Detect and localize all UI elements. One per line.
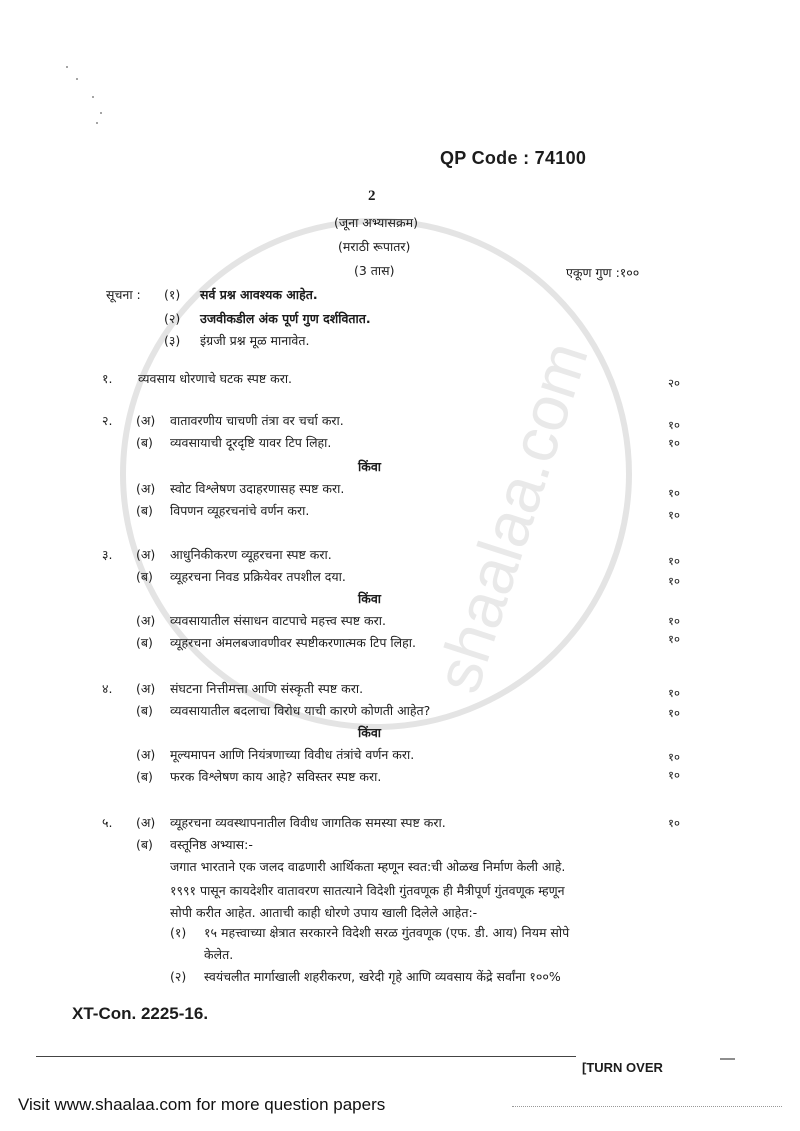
question-text: आधुनिकीकरण व्यूहरचना स्पष्ट करा. — [170, 547, 332, 562]
subquestion-label: (अ) — [136, 681, 156, 696]
marks: १० — [668, 418, 680, 432]
marks: १० — [668, 614, 680, 628]
instructions-label: सूचना : — [106, 287, 141, 302]
duration: (3 तास) — [354, 263, 395, 278]
marks: १० — [668, 486, 680, 500]
question-text: व्यूहरचना व्यवस्थापनातील विवीध जागतिक समस्या स्पष्ट करा. — [170, 815, 446, 830]
instruction-text: उजवीकडील अंक पूर्ण गुण दर्शवितात. — [200, 311, 371, 326]
subquestion-label: (ब) — [136, 837, 153, 852]
instruction-num: (१) — [164, 287, 181, 302]
point-number: (२) — [170, 969, 187, 984]
old-syllabus: (जूना अभ्यासक्रम) — [334, 215, 418, 230]
subquestion-label: (ब) — [136, 435, 153, 450]
question-text: विपणन व्यूहरचनांचे वर्णन करा. — [170, 503, 310, 518]
marathi-version: (मराठी रूपातर) — [338, 239, 411, 254]
point-text: स्वयंचलीत मार्गाखाली शहरीकरण, खरेदी गृहे आणि व्यवसाय केंद्रे सर्वांना १००% — [204, 969, 561, 984]
question-text: संघटना नित्तीमत्ता आणि संस्कृती स्पष्ट करा. — [170, 681, 364, 696]
footer-rule — [36, 1056, 576, 1057]
watermark-text: shaalaa.com — [421, 333, 602, 701]
question-number: ५. — [102, 815, 113, 830]
or-separator: किंवा — [358, 459, 382, 474]
turn-over: [TURN OVER — [582, 1060, 663, 1075]
subquestion-label: (ब) — [136, 569, 153, 584]
qp-code: QP Code : 74100 — [440, 148, 587, 168]
question-text: व्यवसायातील संसाधन वाटपाचे महत्त्व स्पष्ट करा. — [170, 613, 386, 628]
case-study-line: १९९१ पासून कायदेशीर वातावरण सातत्याने विदेशी गुंतवणूक ही मैत्रीपूर्ण गुंतवणूक म्हणून — [170, 883, 565, 898]
subquestion-label: (अ) — [136, 547, 156, 562]
subquestion-label: (अ) — [136, 481, 156, 496]
subquestion-label: (अ) — [136, 815, 156, 830]
marks: १० — [668, 768, 680, 782]
question-number: ४. — [102, 681, 113, 696]
point-text: केलेत. — [204, 947, 234, 962]
question-text: वस्तूनिष्ठ अभ्यास:- — [170, 837, 253, 852]
question-number: १. — [102, 371, 113, 386]
subquestion-label: (ब) — [136, 769, 153, 784]
question-text: व्यवसाय धोरणाचे घटक स्पष्ट करा. — [138, 371, 293, 386]
case-study-line: जगात भारताने एक जलद वाढणारी आर्थिकता म्हणून स्वत:ची ओळख निर्माण केली आहे. — [170, 859, 566, 874]
question-number: २. — [102, 413, 113, 428]
point-text: १५ महत्त्वाच्या क्षेत्रात सरकारने विदेशी सरळ गुंतवणूक (एफ. डी. आय) नियम सोपे — [204, 925, 570, 940]
question-number: ३. — [102, 547, 113, 562]
marks: १० — [668, 816, 680, 830]
marks: १० — [668, 436, 680, 450]
question-text: व्यवसायातील बदलाचा विरोध याची कारणे कोणती आहेत? — [170, 703, 431, 718]
question-text: व्यूहरचना निवड प्रक्रियेवर तपशील दया. — [170, 569, 346, 584]
subquestion-label: (ब) — [136, 703, 153, 718]
paper-code: XT-Con. 2225-16. — [72, 1004, 209, 1023]
subquestion-label: (अ) — [136, 613, 156, 628]
question-text: वातावरणीय चाचणी तंत्रा वर चर्चा करा. — [170, 413, 344, 428]
bottom-dotted-rule — [512, 1106, 782, 1107]
marks: १० — [668, 574, 680, 588]
question-text: व्यवसायाची दूरदृष्टि यावर टिप लिहा. — [170, 435, 332, 450]
marks: २० — [668, 376, 680, 390]
marks: १० — [668, 750, 680, 764]
marks: १० — [668, 508, 680, 522]
marks: १० — [668, 706, 680, 720]
dash: — — [720, 1050, 735, 1067]
marks: १० — [668, 554, 680, 568]
question-text: स्वोट विश्लेषण उदाहरणासह स्पष्ट करा. — [170, 481, 345, 496]
total-marks: एकूण गुण :१०० — [566, 265, 640, 280]
question-text: फरक विश्लेषण काय आहे? सविस्तर स्पष्ट करा. — [170, 769, 382, 784]
or-separator: किंवा — [358, 591, 382, 606]
case-study-line: सोपी करीत आहेत. आताची काही धोरणे उपाय खाली दिलेले आहेत:- — [170, 905, 478, 920]
instruction-num: (३) — [164, 333, 181, 348]
subquestion-label: (अ) — [136, 413, 156, 428]
instruction-text: इंग्रजी प्रश्न मूळ मानावेत. — [200, 333, 310, 348]
marks: १० — [668, 686, 680, 700]
point-number: (१) — [170, 925, 187, 940]
marks: १० — [668, 632, 680, 646]
subquestion-label: (ब) — [136, 503, 153, 518]
subquestion-label: (अ) — [136, 747, 156, 762]
instruction-num: (२) — [164, 311, 181, 326]
subquestion-label: (ब) — [136, 635, 153, 650]
instruction-text: सर्व प्रश्न आवश्यक आहेत. — [200, 287, 318, 302]
page-number: 2 — [368, 188, 376, 204]
visit-link[interactable]: Visit www.shaalaa.com for more question papers — [18, 1095, 386, 1114]
question-text: व्यूहरचना अंमलबजावणीवर स्पष्टीकरणात्मक टिप लिहा. — [170, 635, 416, 650]
or-separator: किंवा — [358, 725, 382, 740]
question-text: मूल्यमापन आणि नियंत्रणाच्या विवीध तंत्रांचे वर्णन करा. — [170, 747, 415, 762]
